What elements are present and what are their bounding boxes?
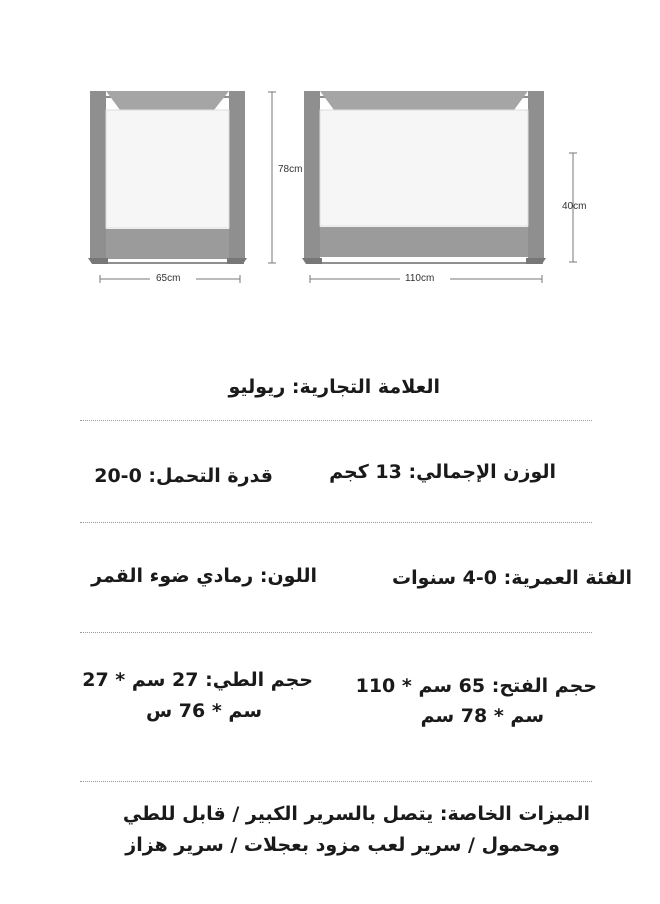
spec-color: اللون: رمادي ضوء القمر — [91, 565, 317, 587]
spec-brand: العلامة التجارية: ريوليو — [228, 376, 440, 398]
spec-open-size-line2: سم * 78 سم — [420, 705, 544, 727]
spec-age-range: الفئة العمرية: 0-4 سنوات — [392, 567, 632, 589]
length-dimension-label: 110cm — [405, 273, 435, 284]
divider — [80, 522, 592, 523]
spec-features-line2: ومحمول / سرير لعب مزود بعجلات / سرير هزاز — [125, 834, 560, 856]
inner-height-dimension-label: 40cm — [562, 201, 587, 212]
divider — [80, 781, 592, 782]
crib-drawings — [0, 0, 660, 330]
divider — [80, 632, 592, 633]
crib-front-view — [302, 91, 546, 264]
divider — [80, 420, 592, 421]
spec-features-line1: الميزات الخاصة: يتصل بالسرير الكبير / قابل للطي — [122, 803, 590, 825]
spec-gross-weight: الوزن الإجمالي: 13 كجم — [329, 461, 556, 483]
spec-open-size-line1: حجم الفتح: 65 سم * 110 — [355, 675, 597, 697]
spec-folded-size-line2: سم * 76 س — [145, 700, 262, 722]
crib-side-view — [88, 91, 247, 264]
width-dimension-label: 65cm — [156, 273, 181, 284]
dimension-diagram — [0, 0, 660, 330]
spec-load-capacity: قدرة التحمل: 0-20 — [94, 465, 273, 487]
height-dimension-label: 78cm — [278, 164, 303, 175]
spec-folded-size-line1: حجم الطي: 27 سم * 27 — [82, 669, 313, 691]
